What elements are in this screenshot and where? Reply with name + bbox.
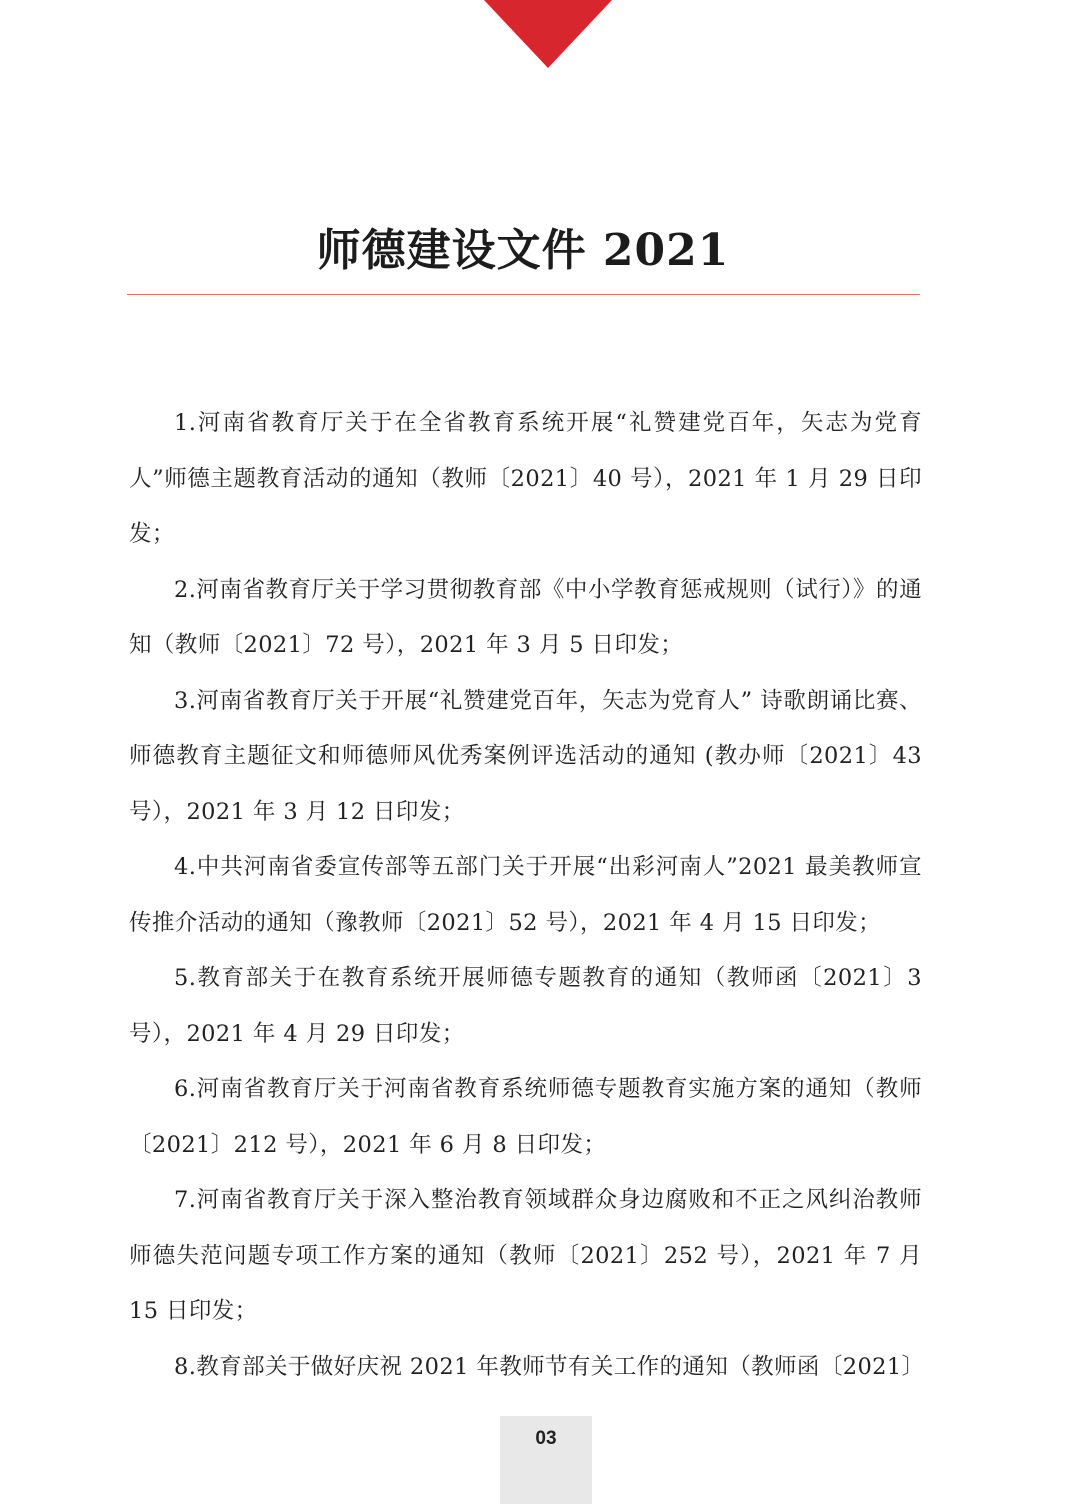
list-item-6: 6.河南省教育厅关于河南省教育系统师德专题教育实施方案的通知（教师〔2021〕212 号），2021 年 6 月 8 日印发； <box>129 1076 922 1158</box>
list-item-4: 4.中共河南省委宣传部等五部门关于开展“出彩河南人”2021 最美教师宣传推介活动的通知（豫教师〔2021〕52 号），2021 年 4 月 15 日印发； <box>129 854 922 936</box>
page-number-tab <box>500 1416 592 1504</box>
page-number: 03 <box>535 1428 557 1449</box>
document-list <box>129 396 925 1395</box>
top-red-triangle-marker <box>484 0 612 68</box>
list-item-2: 2.河南省教育厅关于学习贯彻教育部《中小学教育惩戒规则（试行）》的通知（教师〔2021〕72 号），2021 年 3 月 5 日印发； <box>129 576 922 658</box>
title-divider <box>127 294 920 295</box>
list-item-1: 1.河南省教育厅关于在全省教育系统开展“礼赞建党百年，矢志为党育人”师德主题教育活动的通知（教师〔2021〕40 号），2021 年 1 月 29 日印发； <box>129 410 922 547</box>
list-item-5: 5.教育部关于在教育系统开展师德专题教育的通知（教师函〔2021〕3 号），2021 年 4 月 29 日印发； <box>129 965 922 1047</box>
list-item-3: 3.河南省教育厅关于开展“礼赞建党百年，矢志为党育人” 诗歌朗诵比赛、师德教育主题征文和师德师风优秀案例评选活动的通知 (教办师〔2021〕43 号），2021 年 3 月 12 日印发； <box>129 687 922 825</box>
page-title: 师德建设文件 2021 <box>316 225 730 276</box>
list-item-8: 8.教育部关于做好庆祝 2021 年教师节有关工作的通知（教师函〔2021〕 <box>174 1353 925 1380</box>
list-item-7: 7.河南省教育厅关于深入整治教育领域群众身边腐败和不正之风纠治教师师德失范问题专项工作方案的通知（教师〔2021〕252 号），2021 年 7 月 15 日印发； <box>129 1187 922 1324</box>
